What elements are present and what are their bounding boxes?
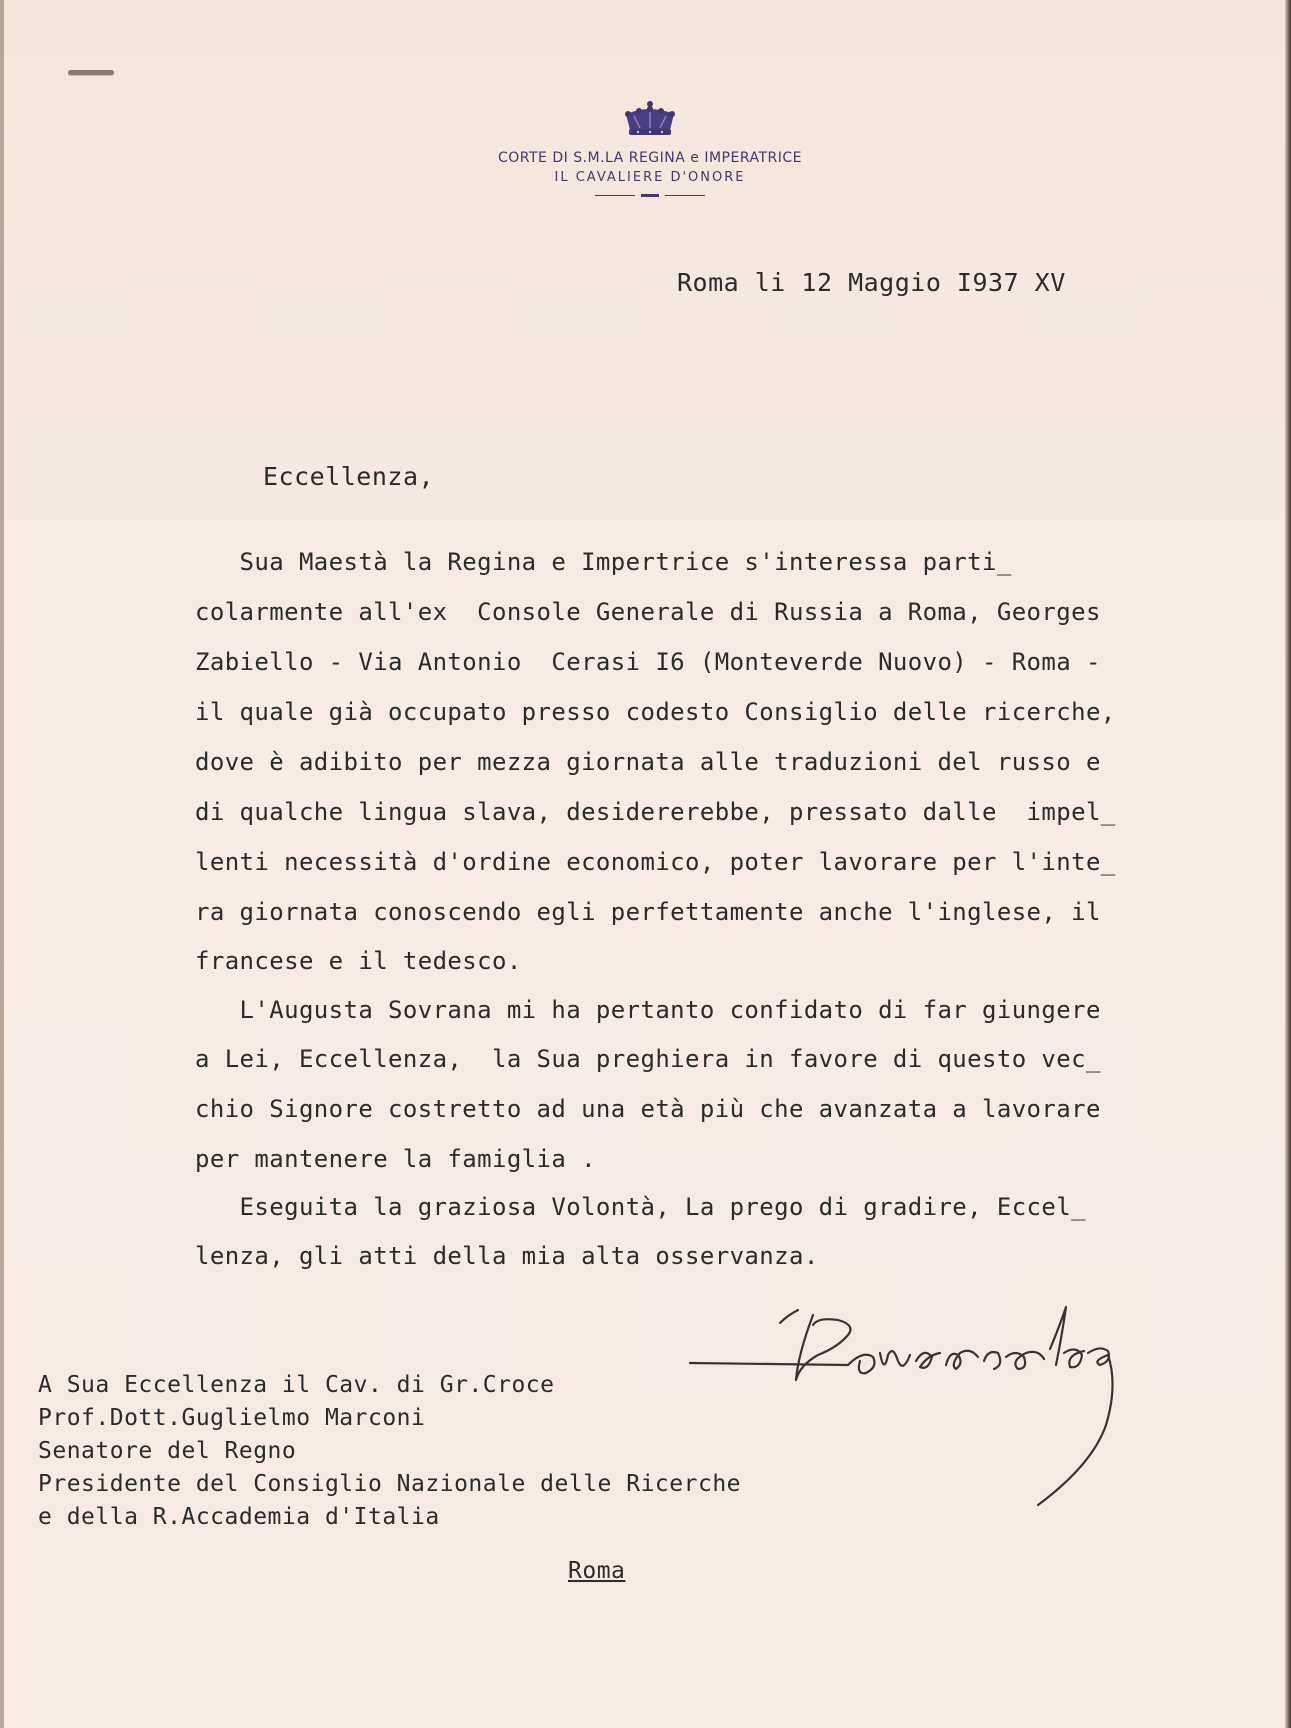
handwritten-signature [688,1295,1248,1535]
letterhead-title: CORTE DI S.M.LA REGINA e IMPERATRICE [497,150,802,166]
letterhead [480,100,820,199]
body-line: Eseguita la graziosa Volontà, La prego di gradire, Eccel_ [195,1193,1086,1221]
body-line: ra giornata conoscendo egli perfettamente anche l'inglese, il [195,898,1101,926]
closing-city: Roma [568,1558,626,1584]
body-line: lenza, gli atti della mia alta osservanza. [195,1242,819,1270]
body-line: a Lei, Eccellenza, la Sua preghiera in favore di questo vec_ [195,1045,1101,1073]
body-line: Sua Maestà la Regina e Impertrice s'interessa parti_ [195,548,1012,576]
addressee-line: Senatore del Regno [38,1438,297,1464]
addressee-line: e della R.Accademia d'Italia [38,1504,440,1530]
body-line: lenti necessità d'ordine economico, poter lavorare per l'inte_ [195,848,1116,876]
date-line: Roma li 12 Maggio I937 XV [677,268,1066,297]
salutation: Eccellenza, [263,462,435,491]
body-line: dove è adibito per mezza giornata alle traduzioni del russo e [195,748,1101,776]
body-line: L'Augusta Sovrana mi ha pertanto confidato di far giungere [195,996,1101,1024]
addressee-line: Prof.Dott.Guglielmo Marconi [38,1405,426,1431]
letterhead-subtitle: IL CAVALIERE D'ONORE [554,170,746,185]
body-line: francese e il tedesco. [195,947,522,975]
addressee-line: A Sua Eccellenza il Cav. di Gr.Croce [38,1372,555,1398]
body-line: chio Signore costretto ad una età più che avanzata a lavorare [195,1095,1101,1123]
addressee-line: Presidente del Consiglio Nazionale delle Ricerche [38,1471,742,1497]
crown-icon [620,100,680,140]
letterhead-ornament [595,193,705,199]
body-line: di qualche lingua slava, desidererebbe, pressato dalle impel_ [195,798,1116,826]
body-line: per mantenere la famiglia . [195,1145,596,1173]
body-line: Zabiello - Via Antonio Cerasi I6 (Monteverde Nuovo) - Roma - [195,648,1101,676]
body-line: colarmente all'ex Console Generale di Russia a Roma, Georges [195,598,1101,626]
body-line: il quale già occupato presso codesto Consiglio delle ricerche, [195,698,1116,726]
staple-mark [68,70,114,75]
